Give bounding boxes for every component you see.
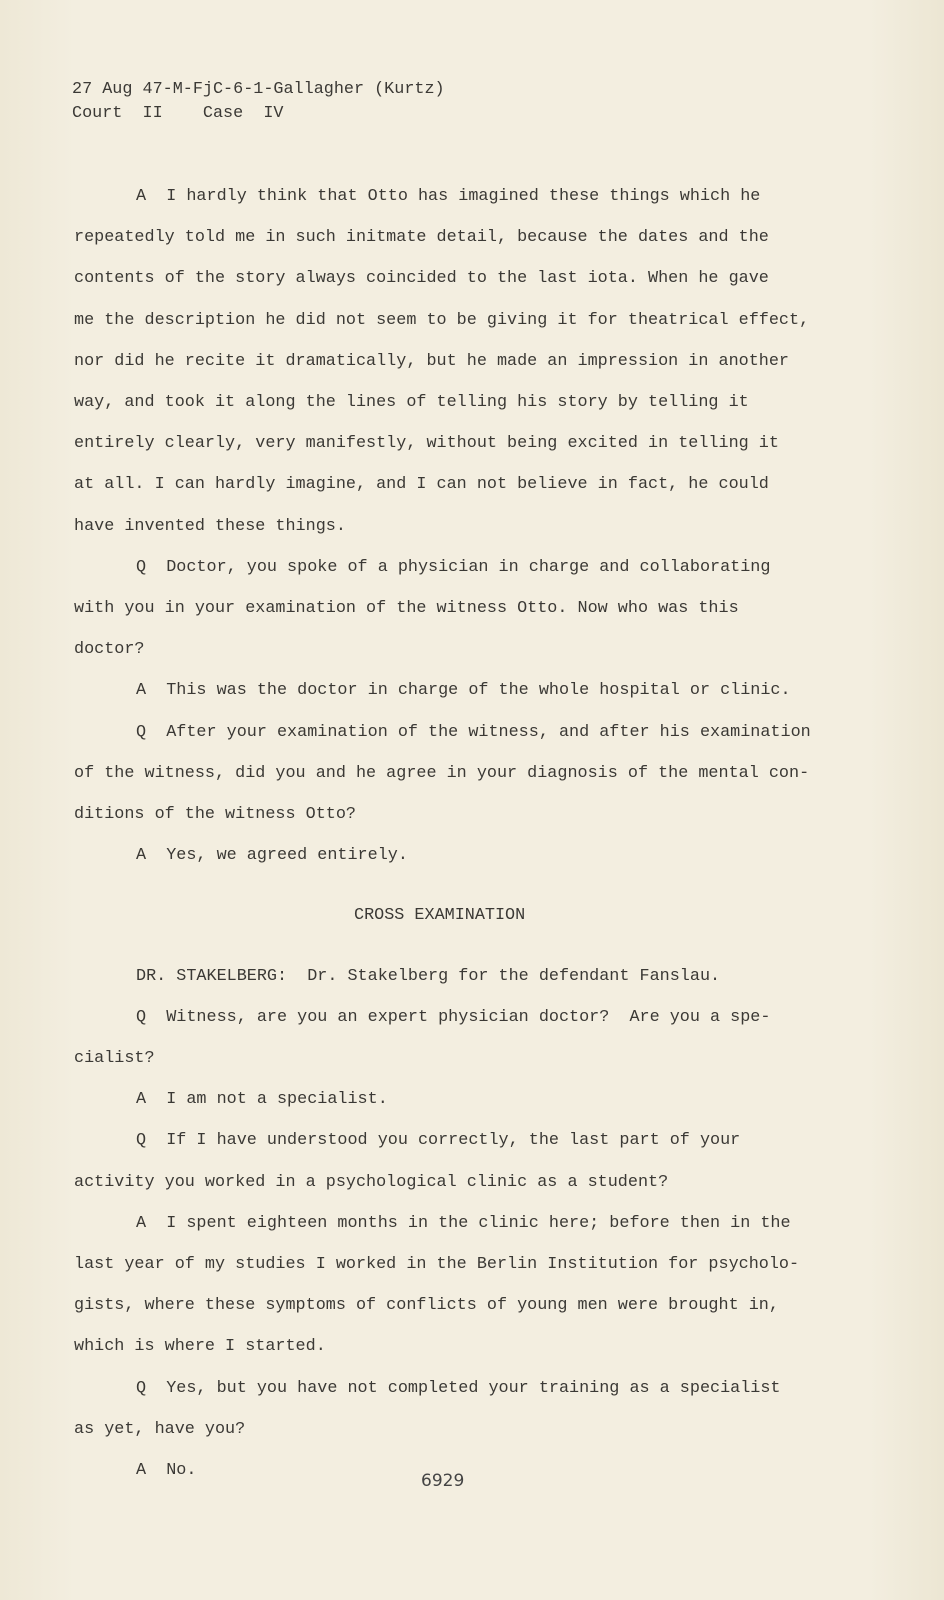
transcript-paragraph: [74, 1203, 874, 1368]
transcript-line: Q Yes, but you have not completed your training as a specialist: [136, 1378, 781, 1398]
transcript-line: at all. I can hardly imagine, and I can not believe in fact, he could: [74, 475, 769, 495]
transcript-line: with you in your examination of the witness Otto. Now who was this: [74, 599, 739, 619]
transcript-line: Q Doctor, you spoke of a physician in charge and collaborating: [136, 557, 771, 577]
transcript-paragraph: [74, 835, 874, 876]
transcript-line: way, and took it along the lines of telling his story by telling it: [74, 393, 749, 413]
header-case-reference: 27 Aug 47-M-FjC-6-1-Gallagher (Kurtz): [72, 80, 445, 99]
transcript-line: gists, where these symptoms of conflicts of young men were brought in,: [74, 1296, 779, 1316]
page-number: 6929: [421, 1471, 465, 1491]
transcript-paragraph: [74, 1450, 874, 1491]
transcript-paragraph: [74, 1368, 874, 1450]
transcript-line: which is where I started.: [74, 1337, 326, 1357]
transcript-line: Q If I have understood you correctly, the last part of your: [136, 1131, 741, 1151]
section-heading: CROSS EXAMINATION: [354, 906, 526, 926]
transcript-line: A Yes, we agreed entirely.: [136, 846, 408, 866]
transcript-line: A I hardly think that Otto has imagined these things which he: [136, 187, 761, 206]
transcript-paragraph: [74, 1120, 874, 1202]
transcript-line: A This was the doctor in charge of the whole hospital or clinic.: [136, 681, 791, 701]
transcript-line: repeatedly told me in such initmate detail, because the dates and the: [74, 228, 769, 248]
transcript-line: A I spent eighteen months in the clinic here; before then in the: [136, 1213, 791, 1233]
transcript-line: me the description he did not seem to be giving it for theatrical effect,: [74, 310, 810, 330]
transcript-line: nor did he recite it dramatically, but he made an impression in another: [74, 351, 789, 371]
transcript-paragraph: [74, 997, 874, 1079]
transcript-line: contents of the story always coincided to the last iota. When he gave: [74, 269, 769, 289]
transcript-line: as yet, have you?: [74, 1419, 246, 1439]
transcript-line: of the witness, did you and he agree in your diagnosis of the mental con-: [74, 763, 810, 783]
transcript-line: ditions of the witness Otto?: [74, 805, 356, 825]
transcript-line: cialist?: [74, 1049, 155, 1069]
transcript-line: doctor?: [74, 640, 145, 660]
transcript-paragraph: [74, 176, 874, 547]
header-court-case: Court II Case IV: [72, 104, 284, 123]
transcript-body: [74, 176, 874, 1491]
transcript-paragraph: [74, 1079, 874, 1120]
transcript-line: Q After your examination of the witness, and after his examination: [136, 722, 811, 742]
transcript-paragraph: [74, 956, 874, 997]
transcript-line: Q Witness, are you an expert physician doctor? Are you a spe-: [136, 1007, 771, 1027]
transcript-line: last year of my studies I worked in the Berlin Institution for psycholo-: [74, 1255, 800, 1275]
transcript-paragraph: [74, 547, 874, 671]
transcript-line: entirely clearly, very manifestly, without being excited in telling it: [74, 434, 779, 454]
transcript-line: A No.: [136, 1461, 197, 1481]
transcript-paragraph: [74, 670, 874, 711]
transcript-line: have invented these things.: [74, 516, 346, 536]
transcript-line: A I am not a specialist.: [136, 1090, 388, 1110]
transcript-paragraph: [74, 712, 874, 836]
document-header: [72, 78, 445, 126]
transcript-line: activity you worked in a psychological clinic as a student?: [74, 1172, 669, 1192]
transcript-line: DR. STAKELBERG: Dr. Stakelberg for the defendant Fanslau.: [136, 966, 721, 986]
